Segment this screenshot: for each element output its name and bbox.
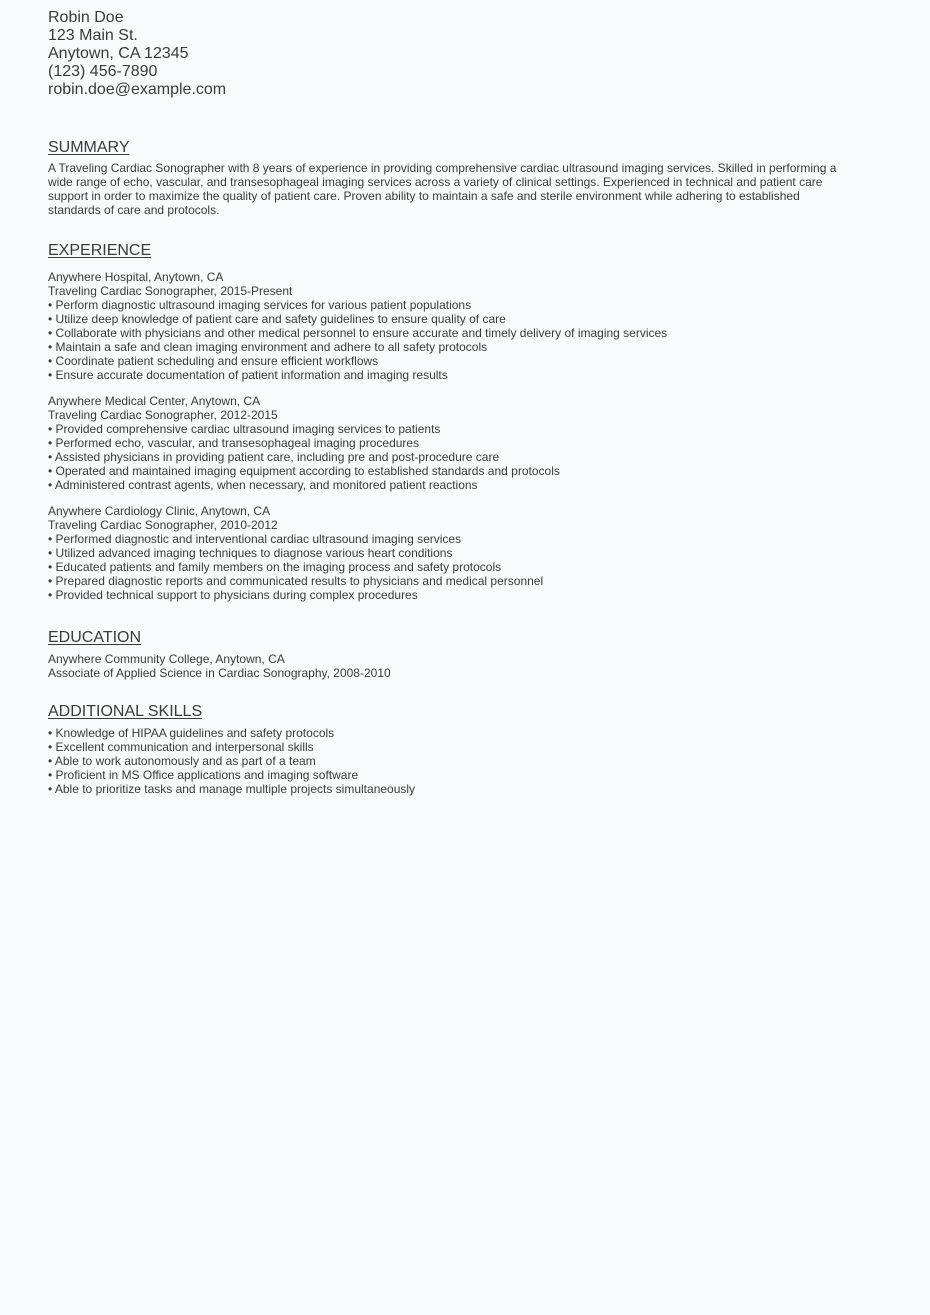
skills-list: [48, 726, 848, 796]
job-employer: Anywhere Hospital, Anytown, CA: [48, 270, 224, 284]
job-bullet: • Operated and maintained imaging equipment according to established standards and protocols: [48, 464, 560, 478]
contact-name: Robin Doe: [48, 9, 124, 26]
skill-item: • Able to prioritize tasks and manage multiple projects simultaneously: [48, 782, 416, 796]
summary-text: A Traveling Cardiac Sonographer with 8 years of experience in providing comprehensive cardiac ultrasound imaging services. Skilled in performing a wide range of echo, vascular, and transesophageal imaging services across a variety of clinical settings. Experienced in technical and patient care support in order to maximize the quality of patient care. Proven ability to maintain a safe and sterile environment while adhering to established standards of care and protocols.: [48, 161, 837, 217]
education-degree: Associate of Applied Science in Cardiac Sonography, 2008-2010: [48, 666, 391, 680]
job-title: Traveling Cardiac Sonographer, 2010-2012: [48, 518, 278, 532]
job-bullet: • Collaborate with physicians and other medical personnel to ensure accurate and timely delivery of imaging services: [48, 326, 668, 340]
job-bullet: • Provided technical support to physicians during complex procedures: [48, 588, 418, 602]
job-bullet: • Performed diagnostic and interventional cardiac ultrasound imaging services: [48, 532, 462, 546]
job-bullet: • Prepared diagnostic reports and communicated results to physicians and medical personnel: [48, 574, 544, 588]
contact-email: robin.doe@example.com: [48, 81, 227, 98]
job-bullet: • Utilized advanced imaging techniques to diagnose various heart conditions: [48, 546, 453, 560]
job-employer: Anywhere Medical Center, Anytown, CA: [48, 394, 261, 408]
skill-item: • Excellent communication and interpersonal skills: [48, 740, 314, 754]
job-bullet: • Educated patients and family members on the imaging process and safety protocols: [48, 560, 502, 574]
contact-street: 123 Main St.: [48, 27, 138, 44]
job-bullet: • Performed echo, vascular, and transesophageal imaging procedures: [48, 436, 420, 450]
contact-phone: (123) 456-7890: [48, 63, 158, 80]
job-entry: [48, 270, 848, 382]
job-bullet: • Coordinate patient scheduling and ensure efficient workflows: [48, 354, 379, 368]
education-block: [48, 652, 848, 680]
resume-document: [48, 9, 848, 796]
job-bullet: • Administered contrast agents, when necessary, and monitored patient reactions: [48, 478, 478, 492]
job-bullet: • Utilize deep knowledge of patient care and safety guidelines to ensure quality of care: [48, 312, 506, 326]
job-bullet: • Assisted physicians in providing patient care, including pre and post-procedure care: [48, 450, 500, 464]
summary-heading: SUMMARY: [48, 139, 130, 156]
job-bullet: • Ensure accurate documentation of patient information and imaging results: [48, 368, 448, 382]
skill-item: • Proficient in MS Office applications and imaging software: [48, 768, 359, 782]
job-bullet: • Maintain a safe and clean imaging environment and adhere to all safety protocols: [48, 340, 488, 354]
skills-heading: ADDITIONAL SKILLS: [48, 703, 203, 720]
education-school: Anywhere Community College, Anytown, CA: [48, 652, 285, 666]
job-employer: Anywhere Cardiology Clinic, Anytown, CA: [48, 504, 271, 518]
job-bullet: • Perform diagnostic ultrasound imaging services for various patient populations: [48, 298, 472, 312]
experience-heading: EXPERIENCE: [48, 242, 152, 259]
job-entry: [48, 504, 848, 602]
contact-block: [48, 9, 848, 99]
job-bullet: • Provided comprehensive cardiac ultrasound imaging services to patients: [48, 422, 441, 436]
skill-item: • Knowledge of HIPAA guidelines and safety protocols: [48, 726, 335, 740]
job-entry: [48, 394, 848, 492]
skill-item: • Able to work autonomously and as part of a team: [48, 754, 316, 768]
job-title: Traveling Cardiac Sonographer, 2015-Present: [48, 284, 293, 298]
contact-city: Anytown, CA 12345: [48, 45, 189, 62]
education-heading: EDUCATION: [48, 629, 142, 646]
job-title: Traveling Cardiac Sonographer, 2012-2015: [48, 408, 278, 422]
